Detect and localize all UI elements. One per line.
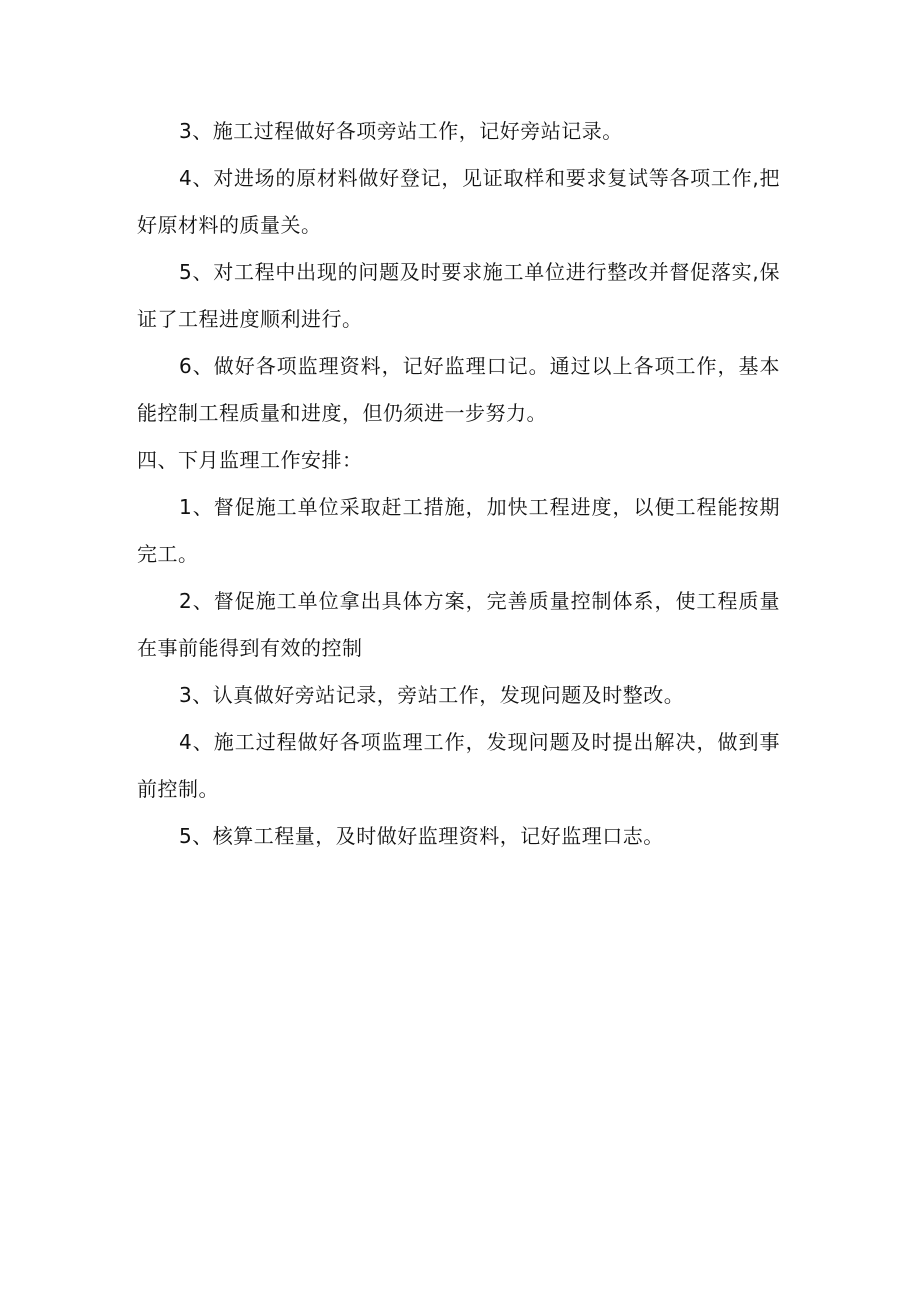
plan-item-1: 1、督促施工单位采取赶工措施，加快工程进度，以便工程能按期完工。 — [137, 495, 780, 566]
plan-item-2: 2、督促施工单位拿出具体方案，完善质量控制体系，使工程质量在事前能得到有效的控制 — [137, 589, 780, 660]
paragraph-item-5: 5、对工程中出现的问题及时要求施工单位进行整改并督促落实,保证了工程进度顺利进行。 — [137, 260, 780, 331]
paragraph-item-6: 6、做好各项监理资料，记好监理口记。通过以上各项工作，基本能控制工程质量和进度，但仍须进一步努力。 — [137, 354, 780, 425]
plan-item-3: 3、认真做好旁站记录，旁站工作，发现问题及时整改。 — [179, 683, 685, 707]
paragraph-item-3: 3、施工过程做好各项旁站工作，记好旁站记录。 — [179, 119, 623, 143]
plan-item-4: 4、施工过程做好各项监理工作，发现问题及时提出解决，做到事前控制。 — [137, 730, 780, 801]
section-heading: 四、下月监理工作安排： — [137, 448, 363, 472]
plan-item-5: 5、核算工程量，及时做好监理资料，记好监理口志。 — [179, 824, 664, 848]
paragraph-item-4: 4、对进场的原材料做好登记，见证取样和要求复试等各项工作,把好原材料的质量关。 — [137, 166, 780, 237]
